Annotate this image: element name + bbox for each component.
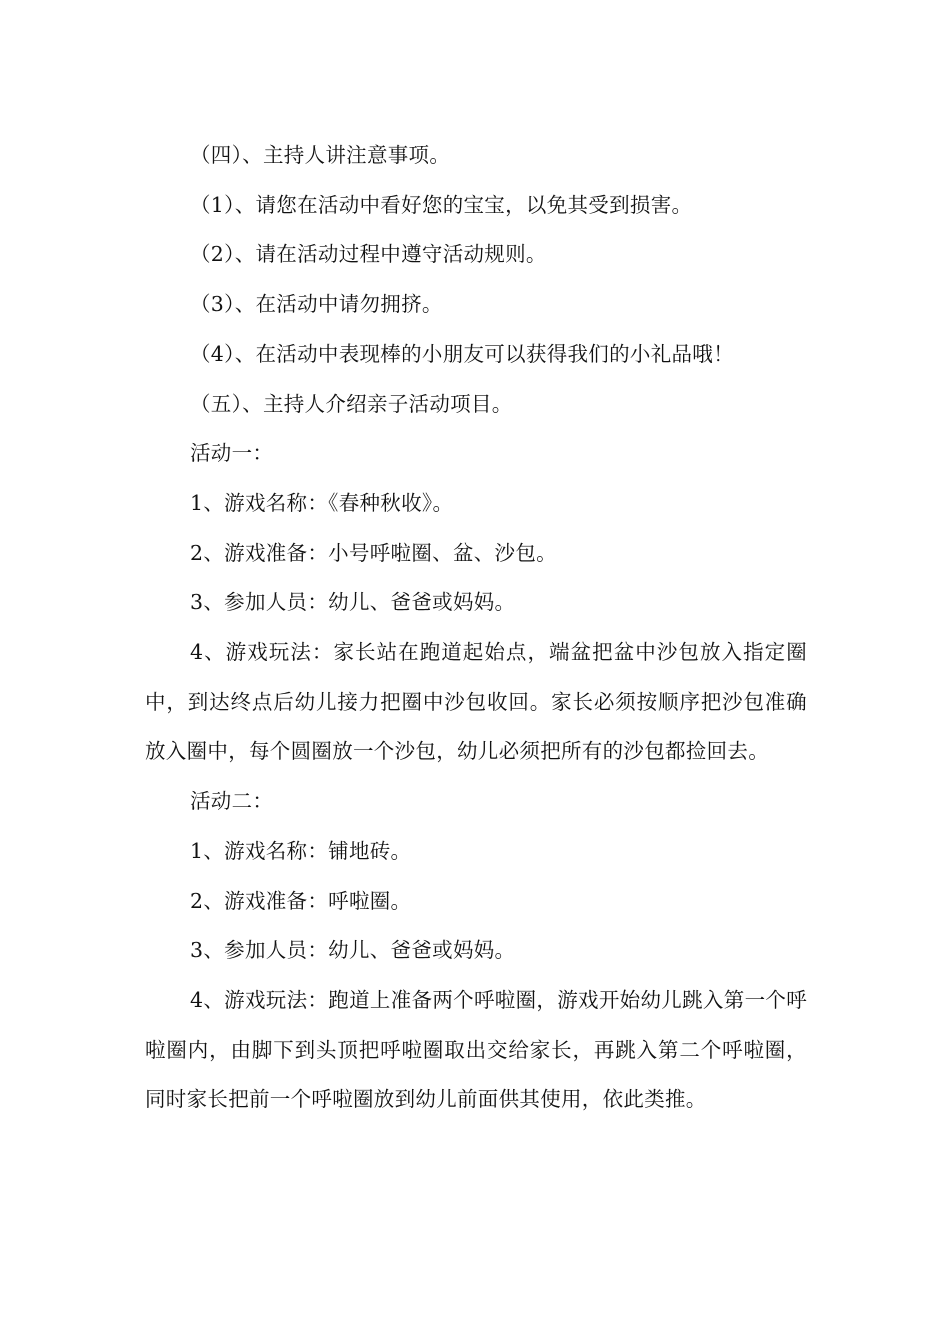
paragraph-section-4-heading: （四）、主持人讲注意事项。 <box>190 143 451 167</box>
document-body <box>145 131 807 1125</box>
paragraph-activity-1-preparation: 2、游戏准备：小号呼啦圈、盆、沙包。 <box>190 540 557 565</box>
paragraph-activity-1-participants: 3、参加人员：幼儿、爸爸或妈妈。 <box>190 590 516 615</box>
paragraph-activity-2-participants: 3、参加人员：幼儿、爸爸或妈妈。 <box>190 938 516 963</box>
paragraph-activity-1-heading: 活动一： <box>190 441 274 466</box>
paragraph-activity-2-name: 1、游戏名称：铺地砖。 <box>190 838 412 863</box>
paragraph-notice-2: （2）、请在活动过程中遵守活动规则。 <box>190 242 547 267</box>
paragraph-section-5-heading: （五）、主持人介绍亲子活动项目。 <box>190 391 513 416</box>
paragraph-activity-1-rules: 4、游戏玩法：家长站在跑道起始点，端盆把盆中沙包放入指定圈中，到达终点后幼儿接力把圈中沙包收回。家长必须按顺序把沙包准确放入圈中，每个圆圈放一个沙包，幼儿必须把所有的沙包都捡回去。 <box>145 640 807 764</box>
paragraph-activity-2-preparation: 2、游戏准备：呼啦圈。 <box>190 888 412 913</box>
paragraph-activity-1-name: 1、游戏名称：《春种秋收》。 <box>190 490 454 515</box>
paragraph-activity-2-rules: 4、游戏玩法：跑道上准备两个呼啦圈，游戏开始幼儿跳入第一个呼啦圈内，由脚下到头顶把呼啦圈取出交给家长，再跳入第二个呼啦圈，同时家长把前一个呼啦圈放到幼儿前面供其使用，依此类推。 <box>145 987 807 1112</box>
paragraph-activity-2-heading: 活动二： <box>190 789 274 814</box>
paragraph-notice-3: （3）、在活动中请勿拥挤。 <box>190 292 443 317</box>
paragraph-notice-4: （4）、在活动中表现棒的小朋友可以获得我们的小礼品哦！ <box>190 341 734 366</box>
paragraph-notice-1: （1）、请您在活动中看好您的宝宝，以免其受到损害。 <box>190 192 693 217</box>
